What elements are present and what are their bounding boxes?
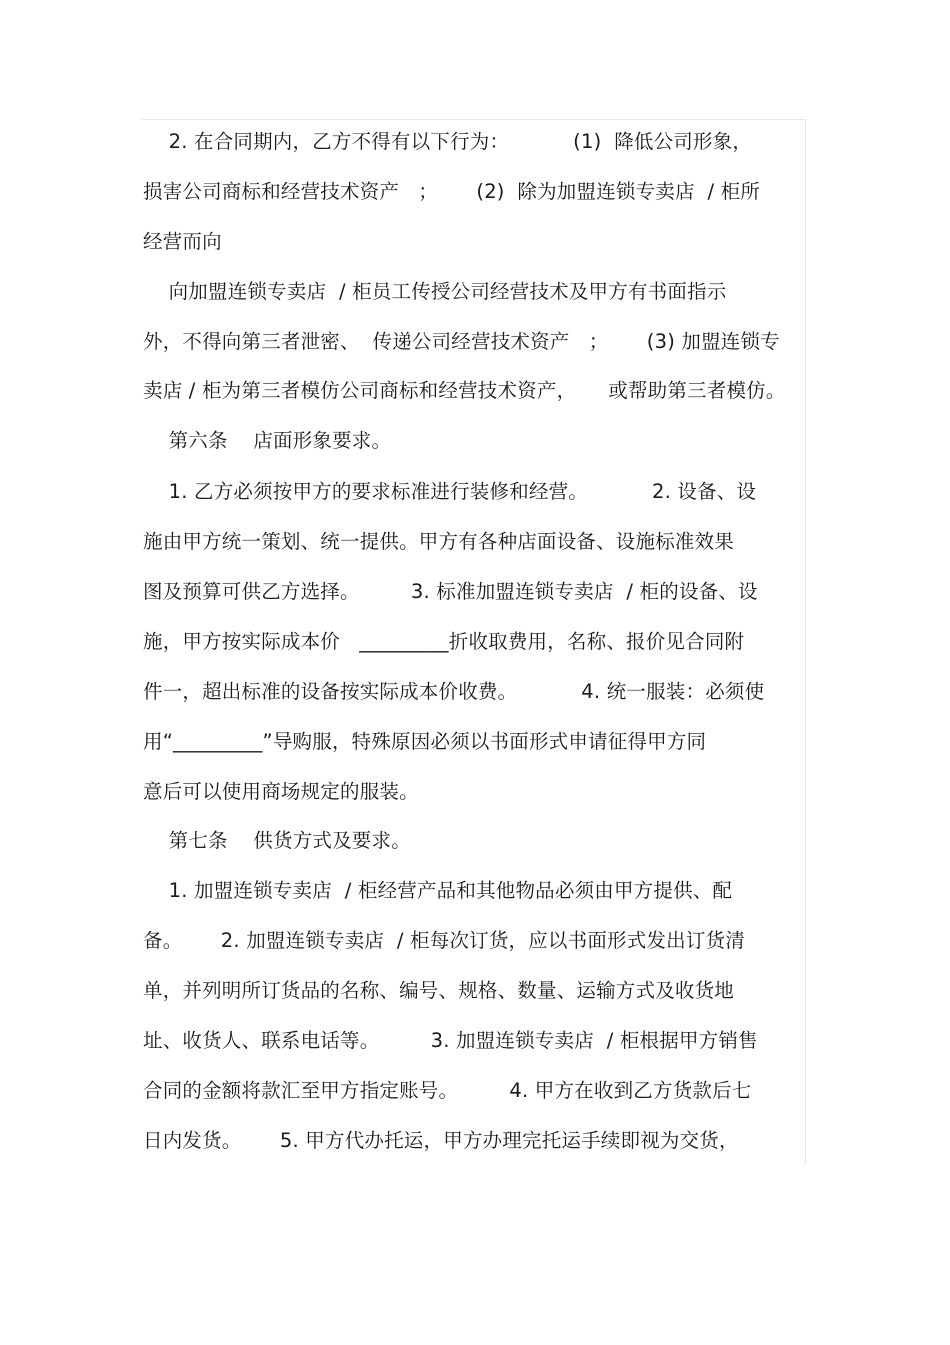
text-line: 址、收货人、联系电话等。 3. 加盟连锁专卖店 / 柜根据甲方销售 xyxy=(143,1029,758,1052)
text-line: 备。 2. 加盟连锁专卖店 / 柜每次订货，应以书面形式发出订货清 xyxy=(143,929,745,952)
text-line: 1. 加盟连锁专卖店 / 柜经营产品和其他物品必须由甲方提供、配 xyxy=(143,879,733,902)
text-line: 卖店 / 柜为第三者模仿公司商标和经营技术资产， 或帮助第三者模仿。 xyxy=(143,379,786,402)
text-line: 用“_________”导购服，特殊原因必须以书面形式申请征得甲方同 xyxy=(143,730,707,753)
text-line: 外，不得向第三者泄密、 传递公司经营技术资产 ； (3) 加盟连锁专 xyxy=(143,330,780,353)
text-line: 图及预算可供乙方选择。 3. 标准加盟连锁专卖店 / 柜的设备、设 xyxy=(143,580,758,603)
text-line: 经营而向 xyxy=(143,230,222,253)
text-line: 合同的金额将款汇至甲方指定账号。 4. 甲方在收到乙方货款后七 xyxy=(143,1079,752,1102)
text-line: 损害公司商标和经营技术资产 ； (2) 除为加盟连锁专卖店 / 柜所 xyxy=(143,180,761,203)
text-line: 2. 在合同期内，乙方不得有以下行为： (1) 降低公司形象， xyxy=(143,130,753,153)
text-line: 件一，超出标准的设备按实际成本价收费。 4. 统一服装：必须使 xyxy=(143,680,765,703)
section-heading: 第七条 供货方式及要求。 xyxy=(143,829,411,852)
text-line: 施由甲方统一策划、统一提供。甲方有各种店面设备、设施标准效果 xyxy=(143,530,735,553)
text-line: 单，并列明所订货品的名称、编号、规格、数量、运输方式及收货地 xyxy=(143,979,735,1002)
text-line: 1. 乙方必须按甲方的要求标准进行装修和经营。 2. 设备、设 xyxy=(143,480,757,503)
text-line: 日内发货。 5. 甲方代办托运，甲方办理完托运手续即视为交货， xyxy=(143,1129,739,1152)
text-line: 向加盟连锁专卖店 / 柜员工传授公司经营技术及甲方有书面指示 xyxy=(143,280,727,303)
section-heading: 第六条 店面形象要求。 xyxy=(143,429,392,452)
text-line: 施，甲方按实际成本价 _________折收取费用，名称、报价见合同附 xyxy=(143,630,745,653)
text-line: 意后可以使用商场规定的服装。 xyxy=(143,780,419,803)
